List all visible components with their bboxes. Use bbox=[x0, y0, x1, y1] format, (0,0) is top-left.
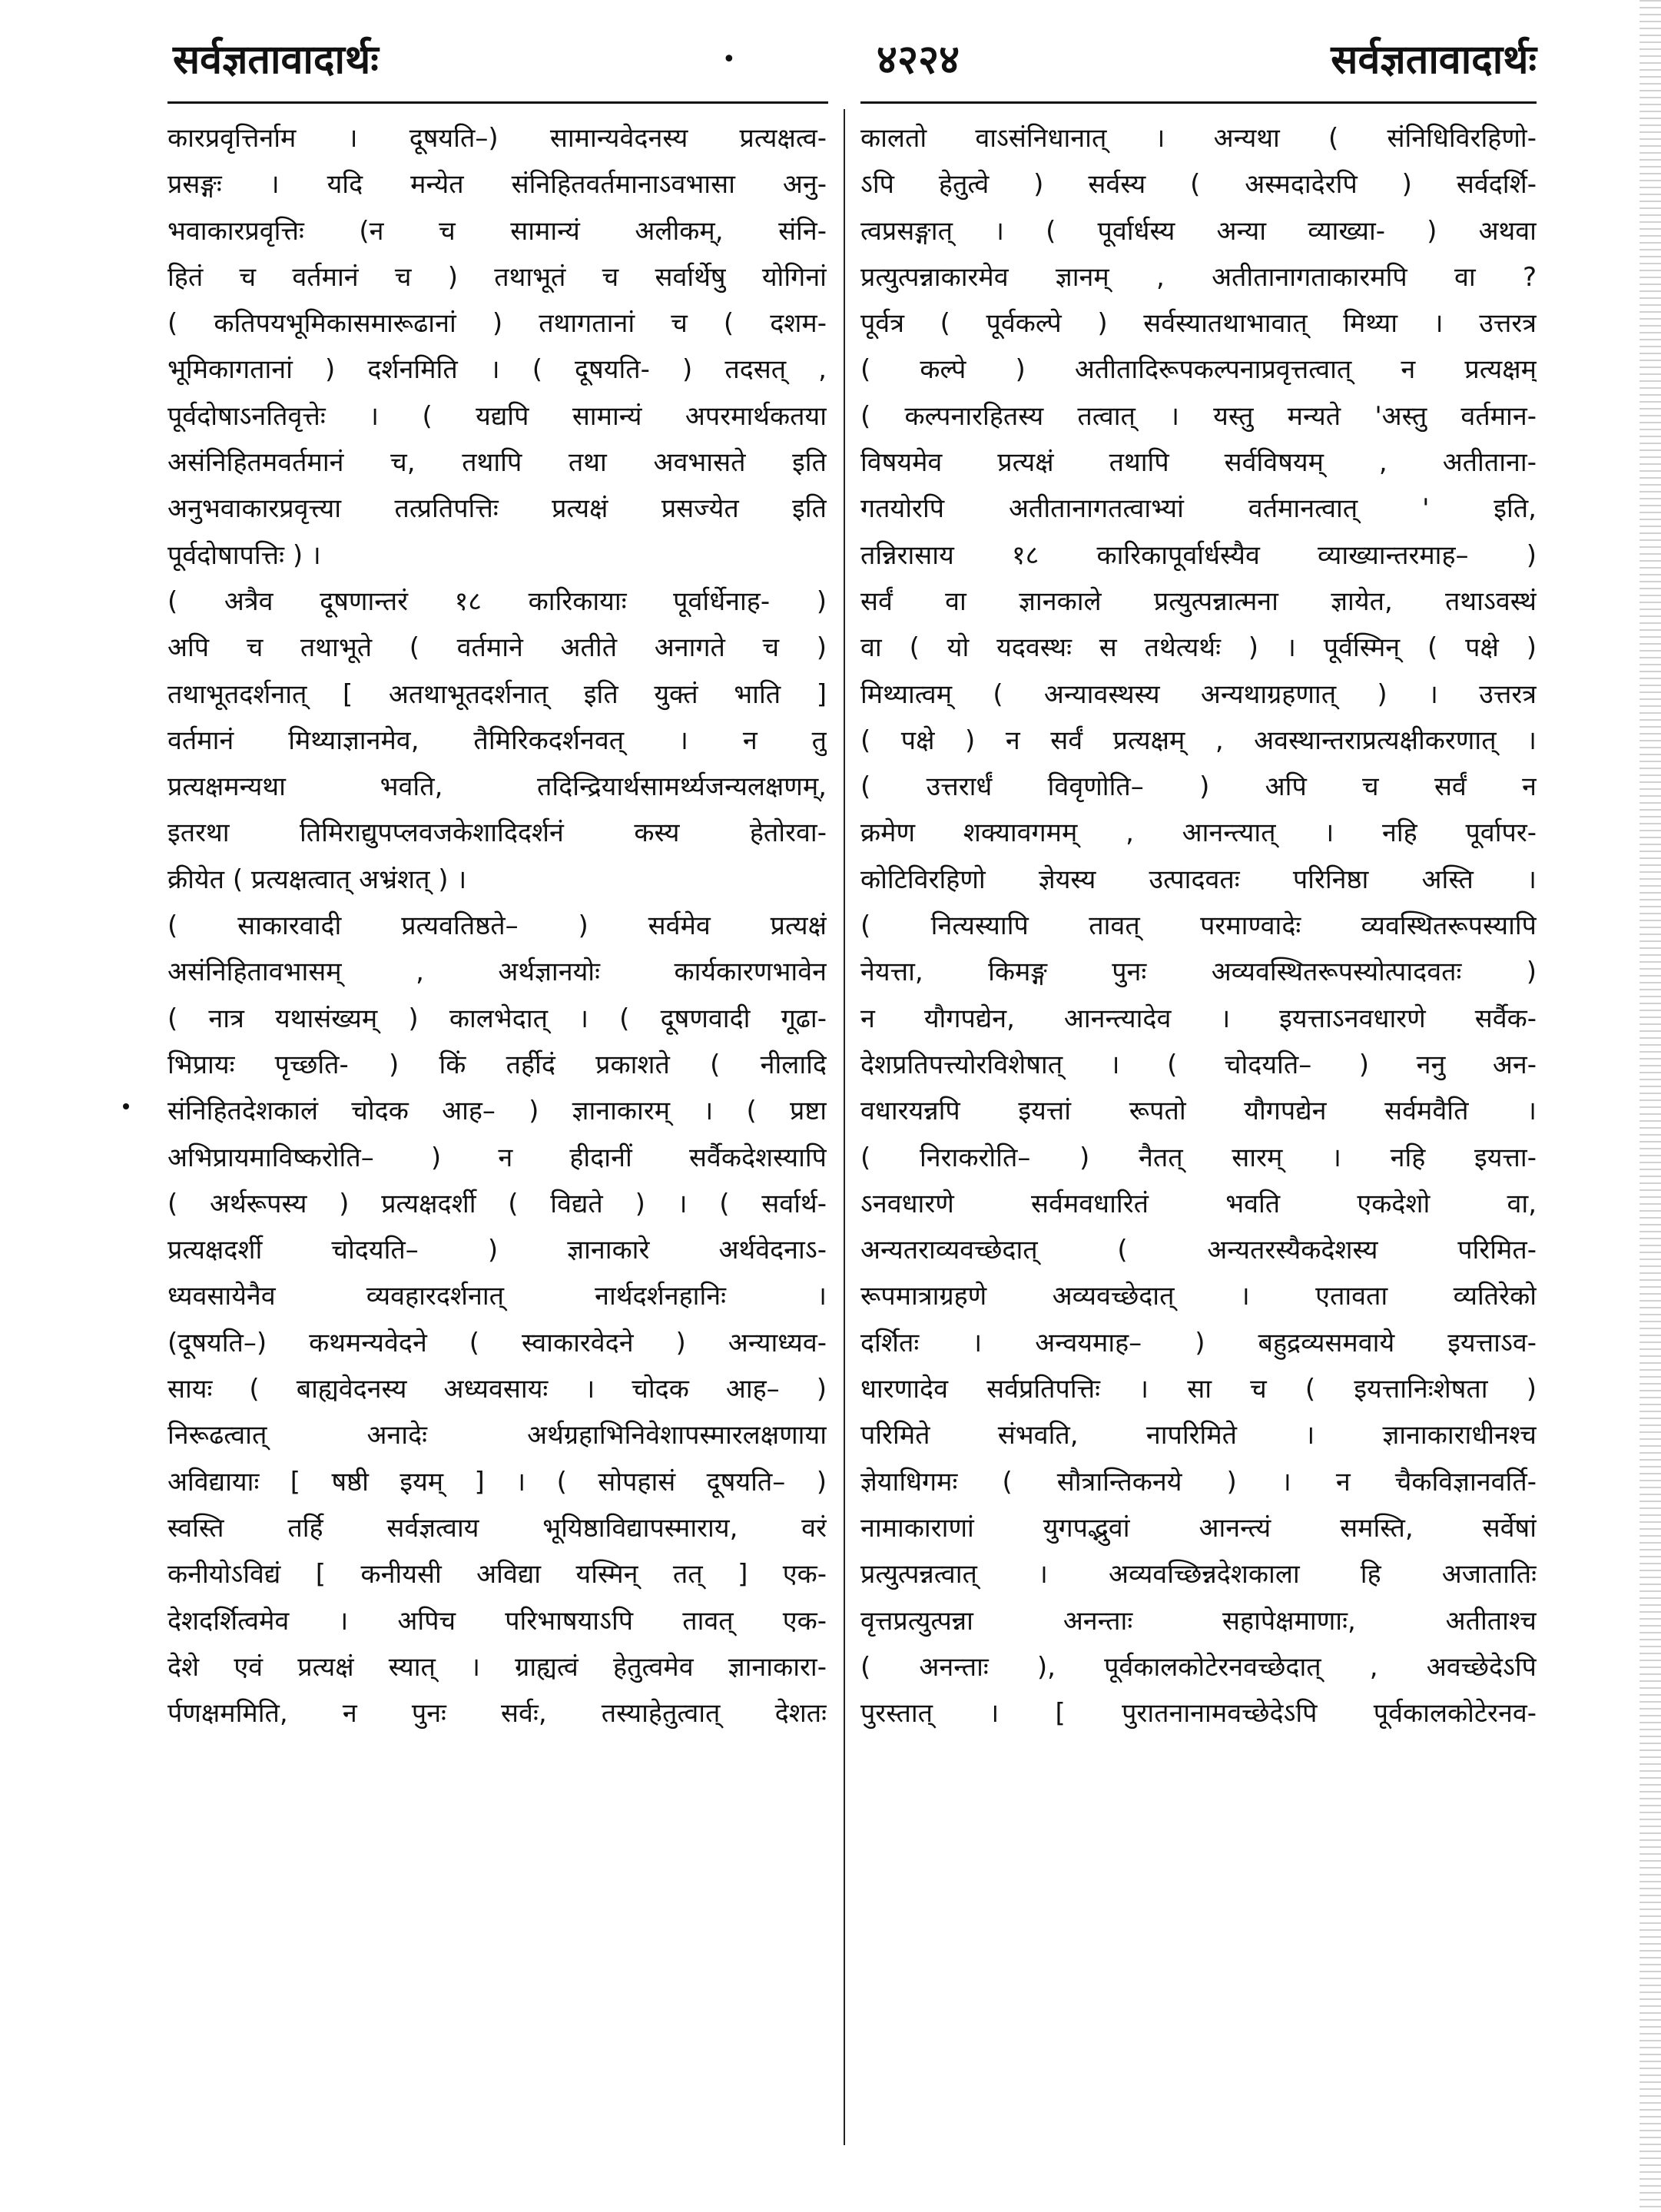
text-line: मिथ्यात्वम् ( अन्यावस्थस्य अन्यथाग्रहणात् ) । उत्तरत्र bbox=[860, 678, 1537, 710]
text-line: नेयत्ता, किमङ्ग पुनः अव्यवस्थितरूपस्योत्पादवतः ) bbox=[860, 957, 1537, 988]
text-line: देशदर्शित्वमेव । अपिच परिभाषयाऽपि तावत् एक- bbox=[167, 1605, 827, 1637]
text-line: पूर्वदोषापत्तिः ) । bbox=[167, 539, 321, 571]
text-line: तथाभूतदर्शनात् [ अतथाभूतदर्शनात् इति युक्तं भाति ] bbox=[167, 678, 827, 710]
text-line: रूपमात्राग्रहणे अव्यवच्छेदात् । एतावता व्यतिरेको bbox=[860, 1281, 1537, 1312]
text-line: क्रमेण शक्यावगमम् , आनन्त्यात् । नहि पूर्वापर- bbox=[860, 817, 1537, 849]
text-line: अपि च तथाभूते ( वर्तमाने अतीते अनागते च ) bbox=[167, 632, 827, 664]
text-line: असंनिहितावभासम् , अर्थज्ञानयोः कार्यकारणभावेन bbox=[167, 957, 827, 988]
text-line: ध्यवसायेनैव व्यवहारदर्शनात् नार्थदर्शनहानिः । bbox=[167, 1281, 827, 1312]
text-line: असंनिहितमवर्तमानं च, तथापि तथा अवभासते इति bbox=[167, 447, 827, 479]
text-line: दर्शितः । अन्वयमाह– ) बहुद्रव्यसमवाये इयत्ताऽव- bbox=[860, 1327, 1537, 1358]
text-line: ( साकारवादी प्रत्यवतिष्ठते– ) सर्वमेव प्रत्यक्षं bbox=[167, 910, 827, 942]
text-line: प्रसङ्गः । यदि मन्येत संनिहितवर्तमानाऽवभासा अनु- bbox=[167, 169, 827, 201]
text-line: ( कल्पनारहितस्य तत्वात् । यस्तु मन्यते 'अस्तु वर्तमान- bbox=[860, 400, 1537, 432]
header-rule-right bbox=[860, 101, 1537, 104]
text-line: ( निराकरोति– ) नैतत् सारम् । नहि इयत्ता- bbox=[860, 1142, 1537, 1173]
text-line: संनिहितदेशकालं चोदक आह– ) ज्ञानाकारम् । ( प्रष्टा bbox=[167, 1096, 827, 1127]
text-line: धारणादेव सर्वप्रतिपत्तिः । सा च ( इयत्तानिःशेषता ) bbox=[860, 1374, 1537, 1405]
text-line: भूमिकागतानां ) दर्शनमिति । ( दूषयति- ) तदसत् , bbox=[167, 354, 827, 386]
text-line: तन्निरासाय १८ कारिकापूर्वार्धस्यैव व्याख्यान्तरमाह– ) bbox=[860, 539, 1537, 571]
text-line: गतयोरपि अतीतानागतत्वाभ्यां वर्तमानत्वात् ' इति, bbox=[860, 493, 1537, 525]
scan-edge-artifact bbox=[1639, 0, 1661, 2212]
text-line: न यौगपद्येन, आनन्त्यादेव । इयत्ताऽनवधारणे सर्वैक- bbox=[860, 1003, 1537, 1034]
text-line: वृत्तप्रत्युत्पन्ना अनन्ताः सहापेक्षमाणाः, अतीताश्च bbox=[860, 1605, 1537, 1637]
header-bullet: • bbox=[722, 46, 736, 73]
text-line: निरूढत्वात् अनादेः अर्थग्रहाभिनिवेशापस्मारलक्षणाया bbox=[167, 1420, 827, 1451]
text-line: ( अनन्ताः ), पूर्वकालकोटेरनवच्छेदात् , अवच्छेदेऽपि bbox=[860, 1651, 1537, 1683]
text-line: हितं च वर्तमानं च ) तथाभूतं च सर्वार्थेषु योगिनां bbox=[167, 261, 827, 293]
text-line: पुरस्तात् । [ पुरातनानामवच्छेदेऽपि पूर्वकालकोटेरनव- bbox=[860, 1698, 1537, 1729]
text-line: त्वप्रसङ्गात् । ( पूर्वार्धस्य अन्या व्याख्या- ) अथवा bbox=[860, 215, 1537, 247]
text-line: वा ( यो यदवस्थः स तथेत्यर्थः ) । पूर्वस्मिन् ( पक्षे ) bbox=[860, 632, 1537, 664]
text-line: इतरथा तिमिराद्युपप्लवजकेशादिदर्शनं कस्य हेतोरवा- bbox=[167, 817, 827, 849]
text-line: क्रीयेत ( प्रत्यक्षत्वात् अभ्रंशत् ) । bbox=[167, 864, 467, 895]
text-line: भिप्रायः पृच्छति- ) किं तर्हीदं प्रकाशते ( नीलादि bbox=[167, 1049, 827, 1080]
text-line: देशे एवं प्रत्यक्षं स्यात् । ग्राह्यत्वं हेतुत्वमेव ज्ञानाकारा- bbox=[167, 1651, 827, 1683]
text-line: प्रत्यक्षदर्शी चोदयति– ) ज्ञानाकारे अर्थवेदनाऽ- bbox=[167, 1235, 827, 1266]
text-line: वधारयन्नपि इयत्तां रूपतो यौगपद्येन सर्वमवैति । bbox=[860, 1096, 1537, 1127]
text-line: ( उत्तरार्धं विवृणोति– ) अपि च सर्वं न bbox=[860, 771, 1537, 803]
text-line: वर्तमानं मिथ्याज्ञानमेव, तैमिरिकदर्शनवत् । न तु bbox=[167, 725, 827, 756]
text-line: ( कल्पे ) अतीतादिरूपकल्पनाप्रवृत्तत्वात् न प्रत्यक्षम् bbox=[860, 354, 1537, 386]
text-line: अनुभवाकारप्रवृत्त्या तत्प्रतिपत्तिः प्रत्यक्षं प्रसज्येत इति bbox=[167, 493, 827, 525]
page-number: ४२२४ bbox=[876, 37, 960, 83]
text-line: नामाकाराणां युगपद्भुवां आनन्त्यं समस्ति, सर्वेषां bbox=[860, 1512, 1537, 1544]
text-line: (दूषयति–) कथमन्यवेदने ( स्वाकारवेदने ) अन्याध्यव- bbox=[167, 1327, 827, 1358]
column-divider bbox=[844, 109, 845, 2145]
text-line: ( अर्थरूपस्य ) प्रत्यक्षदर्शी ( विद्यते ) । ( सर्वार्थ- bbox=[167, 1188, 827, 1219]
text-line: ऽपि हेतुत्वे ) सर्वस्य ( अस्मदादेरपि ) सर्वदर्शि- bbox=[860, 169, 1537, 201]
text-line: कनीयोऽविद्यं [ कनीयसी अविद्या यस्मिन् तत् ] एक- bbox=[167, 1559, 827, 1590]
right-text-column bbox=[860, 115, 1537, 2151]
margin-mark bbox=[123, 1103, 129, 1109]
text-line: र्पणक्षममिति, न पुनः सर्वः, तस्याहेतुत्वात् देशतः bbox=[167, 1698, 827, 1729]
text-line: ( नित्यस्यापि तावत् परमाण्वादेः व्यवस्थितरूपस्यापि bbox=[860, 910, 1537, 942]
page-header bbox=[173, 29, 1537, 91]
text-line: ऽनवधारणे सर्वमवधारितं भवति एकदेशो वा, bbox=[860, 1188, 1537, 1219]
header-rule-left bbox=[167, 101, 828, 104]
text-line: अभिप्रायमाविष्करोति– ) न हीदानीं सर्वैकदेशस्यापि bbox=[167, 1142, 827, 1173]
text-line: सर्वं वा ज्ञानकाले प्रत्युत्पन्नात्मना ज्ञायेत, तथाऽवस्थं bbox=[860, 585, 1537, 617]
text-line: परिमिते संभवति, नापरिमिते । ज्ञानाकाराधीनश्च bbox=[860, 1420, 1537, 1451]
text-line: देशप्रतिपत्त्योरविशेषात् । ( चोदयति– ) ननु अन- bbox=[860, 1049, 1537, 1080]
text-line: विषयमेव प्रत्यक्षं तथापि सर्वविषयम् , अतीताना- bbox=[860, 447, 1537, 479]
text-line: अन्यतराव्यवच्छेदात् ( अन्यतरस्यैकदेशस्य परिमित- bbox=[860, 1235, 1537, 1266]
text-line: पूर्वत्र ( पूर्वकल्पे ) सर्वस्यातथाभावात् मिथ्या । उत्तरत्र bbox=[860, 308, 1537, 340]
text-line: ( नात्र यथासंख्यम् ) कालभेदात् । ( दूषणवादी गूढा- bbox=[167, 1003, 827, 1034]
text-line: पूर्वदोषाऽनतिवृत्तेः । ( यद्यपि सामान्यं अपरमार्थकतया bbox=[167, 400, 827, 432]
text-line: ज्ञेयाधिगमः ( सौत्रान्तिकनये ) । न चैकविज्ञानवर्ति- bbox=[860, 1466, 1537, 1497]
text-line: ( अत्रैव दूषणान्तरं १८ कारिकायाः पूर्वार्धेनाह- ) bbox=[167, 585, 827, 617]
text-line: सायः ( बाह्यवेदनस्य अध्यवसायः । चोदक आह– ) bbox=[167, 1374, 827, 1405]
running-title-left: सर्वज्ञतावादार्थः bbox=[173, 37, 379, 83]
text-line: भवाकारप्रवृत्तिः (न च सामान्यं अलीकम्, संनि- bbox=[167, 215, 827, 247]
text-line: प्रत्युत्पन्नत्वात् । अव्यवच्छिन्नदेशकाला हि अजातातिः bbox=[860, 1559, 1537, 1590]
text-line: कारप्रवृत्तिर्नाम । दूषयति–) सामान्यवेदनस्य प्रत्यक्षत्व- bbox=[167, 123, 827, 154]
text-line: कालतो वाऽसंनिधानात् । अन्यथा ( संनिधिविरहिणो- bbox=[860, 123, 1537, 154]
text-line: अविद्यायाः [ षष्ठी इयम् ] । ( सोपहासं दूषयति– ) bbox=[167, 1466, 827, 1497]
running-title-right: सर्वज्ञतावादार्थः bbox=[1331, 37, 1537, 83]
text-line: कोटिविरहिणो ज्ञेयस्य उत्पादवतः परिनिष्ठा अस्ति । bbox=[860, 864, 1537, 895]
text-line: प्रत्युत्पन्नाकारमेव ज्ञानम् , अतीतानागताकारमपि वा ? bbox=[860, 261, 1537, 293]
text-line: ( कतिपयभूमिकासमारूढानां ) तथागतानां च ( दशम- bbox=[167, 308, 827, 340]
text-line: प्रत्यक्षमन्यथा भवति, तदिन्द्रियार्थसामर्थ्यजन्यलक्षणम्, bbox=[167, 771, 827, 803]
text-line: ( पक्षे ) न सर्वं प्रत्यक्षम् , अवस्थान्तराप्रत्यक्षीकरणात् । bbox=[860, 725, 1537, 756]
left-text-column bbox=[167, 115, 827, 2151]
text-line: स्वस्ति तर्हि सर्वज्ञत्वाय भूयिष्ठाविद्यापस्माराय, वरं bbox=[167, 1512, 827, 1544]
